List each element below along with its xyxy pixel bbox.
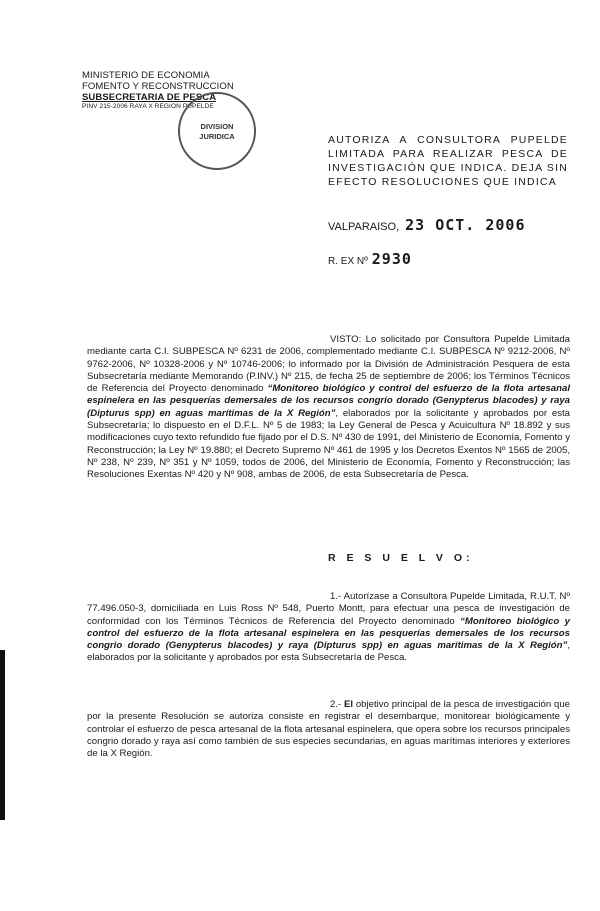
header-fomento: FOMENTO Y RECONSTRUCCION bbox=[82, 81, 234, 92]
scan-edge-mark bbox=[0, 650, 5, 820]
visto-project: “Monitoreo biológico y control del esfuerzo de la flota artesanal espinelera en las pesquerías demersales de los recursos congrio dorado (Genypterus blacodes) y raya (Dipturus spp) en aguas marítimas de la X Región” bbox=[87, 383, 570, 419]
resolution-number-value: 2930 bbox=[371, 250, 412, 268]
date-line bbox=[328, 216, 526, 234]
resolution-number bbox=[328, 250, 412, 268]
article-1 bbox=[87, 591, 570, 665]
article-2 bbox=[87, 699, 570, 760]
juridica-stamp bbox=[178, 92, 256, 170]
article-2-bold: El bbox=[343, 699, 354, 710]
date-city: VALPARAISO, bbox=[328, 221, 400, 233]
article-1-text-b: , elaborados por la solicitante y aprobados por esta Subsecretaría de Pesca. bbox=[87, 640, 570, 664]
article-1-project: “Monitoreo biológico y control del esfuerzo de la flota artesanal espinelera en las pesquerías demersales de los recursos congrio dorado (Genypterus blacodes) y raya (Dipturus spp) en aguas marítimas de la X Región” bbox=[87, 615, 570, 652]
visto-label: VISTO: bbox=[330, 334, 362, 345]
article-2-number: 2.- bbox=[330, 699, 344, 710]
resolution-title: AUTORIZA A CONSULTORA PUPELDE LIMITADA PARA REALIZAR PESCA DE INVESTIGACIÓN QUE INDICA. DEJA SIN EFECTO RESOLUCIONES QUE INDICA bbox=[328, 134, 568, 188]
stamp-juridica: JURIDICA bbox=[199, 132, 235, 141]
stamp-division: DIVISION bbox=[200, 122, 234, 131]
header-subsecretaria: SUBSECRETARIA DE PESCA bbox=[82, 92, 217, 103]
article-2-text: objetivo principal de la pesca de investigación que por la presente Resolución se autoriza consiste en registrar el desembarque, monitorear biológicamente y controlar el esfuerzo de pesca artesanal de la flota artesanal espinelera, que opera sobre los recursos principales congrio dorado y raya así como también de sus especies secundarias, en aguas marítimas interiores y exteriores de la X Región. bbox=[87, 699, 570, 760]
date-stamp: 23 OCT. 2006 bbox=[405, 216, 526, 234]
visto-text-a: Lo solicitado por Consultora Pupelde Limitada mediante carta C.I. SUBPESCA Nº 6231 de 2006, complementado mediante C.I. SUBPESCA Nº 9212-2006, Nº 9762-2006, Nº 10328-2006 y Nº 10746-2006; lo informado por la División de Administración Pesquera de esta Subsecretaría mediante Memorando (P.INV.) Nº 215, de fecha 25 de septiembre de 2006; los Términos Técnicos de Referencia del Proyecto denominado bbox=[87, 334, 570, 395]
header-reference: PINV 215-2006 RAYA X REGION PUPELDE bbox=[82, 103, 214, 110]
visto-paragraph bbox=[87, 334, 570, 482]
visto-text-b: , elaborados por la solicitante y aprobados por esta Subsecretaría; lo dispuesto en el D.F.L. Nº 5 de 1983; la Ley General de Pesca y Acuicultura Nº 18.892 y sus modificaciones cuyo texto refundido fue fijado por el D.S. Nº 430 de 1991, del Ministerio de Economía, Fomento y Reconstrucción; la Ley Nº 19.880; el Decreto Supremo Nº 461 de 1995 y los Decretos Exentos Nº 1565 de 2005, Nº 238, Nº 239, Nº 351 y Nº 1059, todos de 2006, del Ministerio de Economía, Fomento y Reconstrucción; las Resoluciones Exentas Nº 420 y Nº 908, ambas de 2006, de esta Subsecretaría de Pesca. bbox=[87, 407, 570, 481]
resolution-prefix: R. EX Nº bbox=[328, 256, 368, 267]
header-ministry: MINISTERIO DE ECONOMIA bbox=[82, 70, 210, 81]
article-1-text-a: 1.- Autorízase a Consultora Pupelde Limitada, R.U.T. Nº 77.496.050-3, domiciliada en Luis Ross Nº 548, Puerto Montt, para efectuar una pesca de investigación de conformidad con los Términos Técnicos de Referencia del Proyecto denominado bbox=[87, 591, 570, 627]
resuelvo-heading: R E S U E L V O: bbox=[328, 552, 474, 564]
